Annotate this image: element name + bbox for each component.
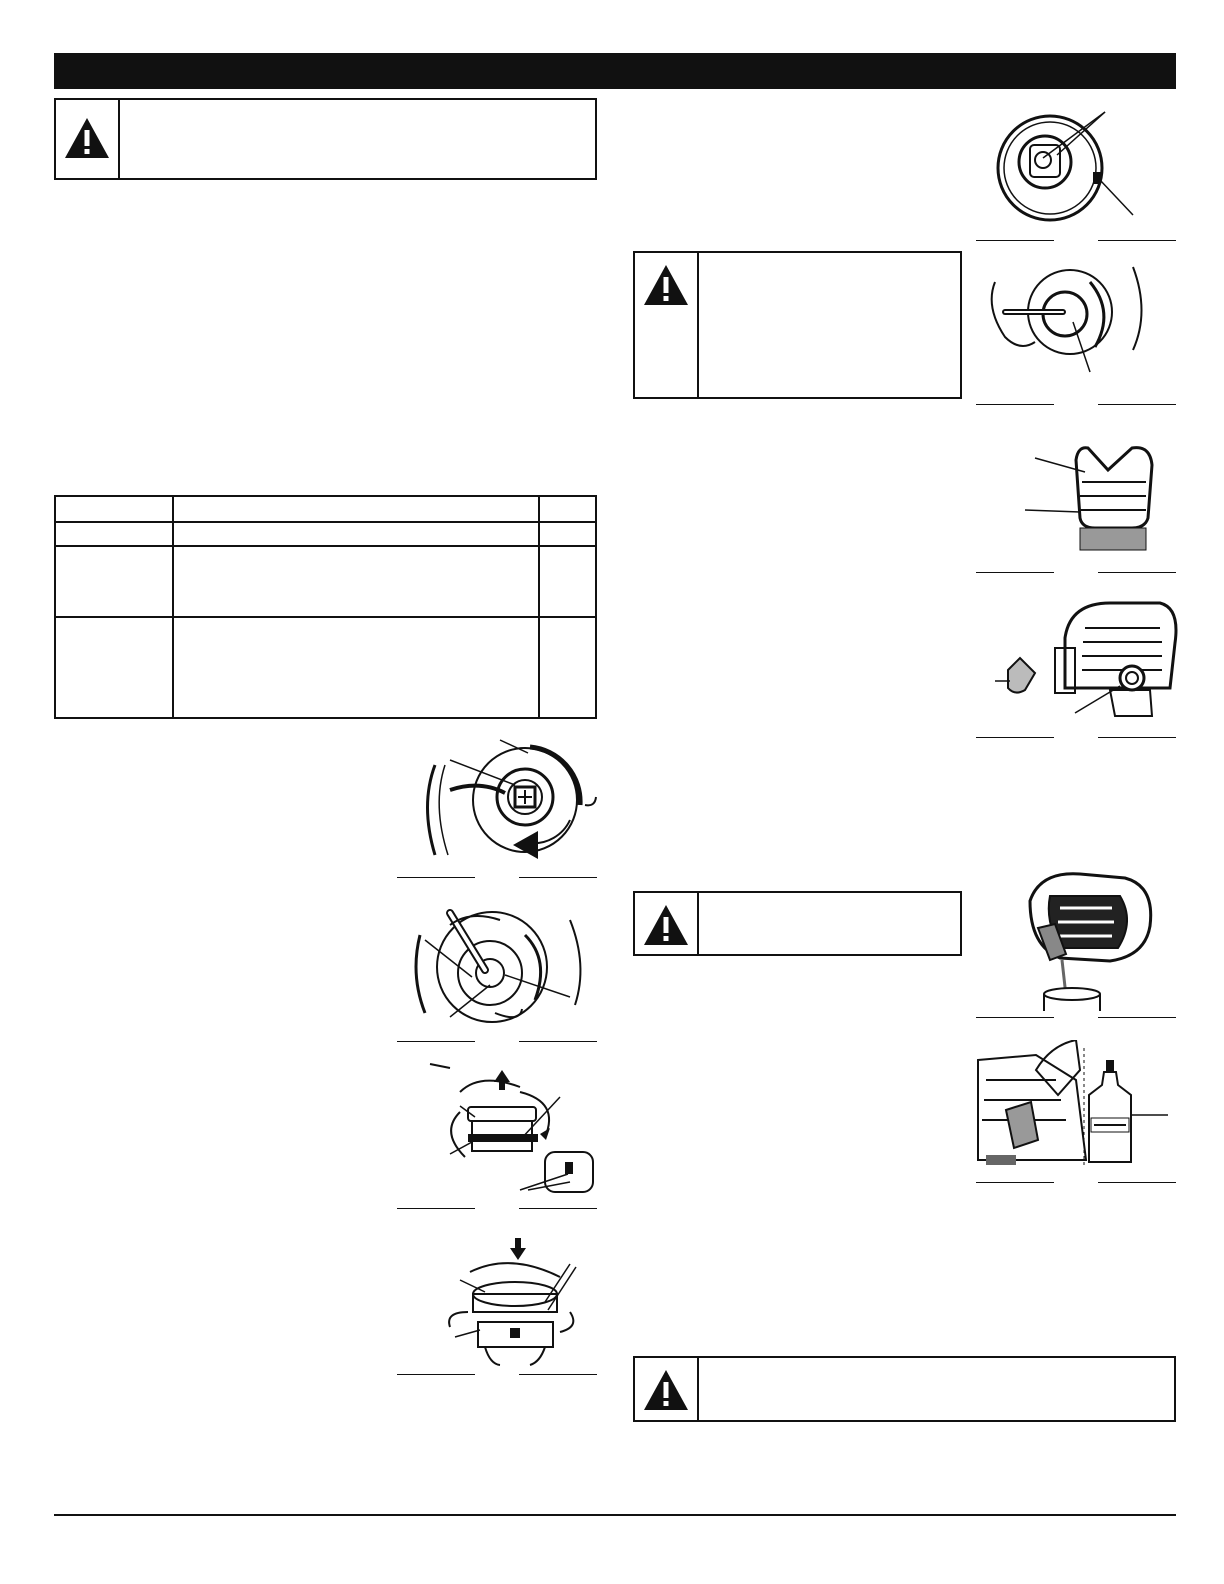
figure-screwdriver-release <box>410 905 590 1025</box>
warning-box-top-left <box>54 98 597 180</box>
table-row <box>55 522 596 546</box>
warning-box-right-1 <box>633 251 962 399</box>
figure-caption-rule <box>1098 737 1176 738</box>
figure-caption-rule <box>397 877 475 878</box>
figure-spark-plug-cap <box>985 100 1145 230</box>
air-filter-illustration <box>1020 440 1170 560</box>
figure-caption-rule <box>1098 1017 1176 1018</box>
fuel-cap-illustration <box>990 598 1180 723</box>
figure-fuel-cap <box>990 598 1180 723</box>
figure-remove-spool <box>420 1062 600 1202</box>
figure-caption-rule <box>976 240 1054 241</box>
figure-caption-rule <box>1098 404 1176 405</box>
figure-caption-rule <box>976 737 1054 738</box>
warning-box-right-2 <box>633 891 962 956</box>
spool-removal-illustration <box>420 1062 600 1202</box>
figure-clip-removal <box>985 262 1145 382</box>
spark-plug-cap-illustration <box>985 100 1145 230</box>
figure-caption-rule <box>519 1208 597 1209</box>
figure-caption-rule <box>397 1041 475 1042</box>
screwdriver-illustration <box>410 905 590 1025</box>
figure-caption-rule <box>519 1374 597 1375</box>
figure-air-filter <box>1020 440 1170 560</box>
warning-triangle-icon <box>642 903 690 947</box>
figure-drain-fuel <box>1000 866 1165 1011</box>
specification-table <box>54 495 597 719</box>
figure-caption-rule <box>397 1374 475 1375</box>
figure-caption-rule <box>976 572 1054 573</box>
figure-caption-rule <box>1098 1182 1176 1183</box>
fuel-drain-illustration <box>1000 866 1165 1011</box>
figure-caption-rule <box>976 1017 1054 1018</box>
trimmer-head-illustration <box>410 735 600 865</box>
table-row <box>55 496 596 522</box>
table-row <box>55 617 596 718</box>
warning-box-bottom-right <box>633 1356 1176 1422</box>
figure-caption-rule <box>1098 240 1176 241</box>
table-row <box>55 546 596 617</box>
figure-oil-bottle <box>976 1040 1174 1170</box>
section-header-bar <box>54 53 1176 89</box>
spool-install-illustration <box>430 1232 600 1367</box>
warning-triangle-icon <box>63 116 111 160</box>
figure-caption-rule <box>519 877 597 878</box>
figure-caption-rule <box>1098 572 1176 573</box>
oil-bottle-illustration <box>976 1040 1174 1170</box>
warning-triangle-icon <box>642 1368 690 1412</box>
figure-caption-rule <box>519 1041 597 1042</box>
warning-triangle-icon <box>642 263 690 307</box>
footer-rule <box>54 1514 1176 1516</box>
figure-trimmer-head-spindle <box>410 735 600 865</box>
figure-caption-rule <box>397 1208 475 1209</box>
clip-removal-illustration <box>985 262 1145 382</box>
figure-caption-rule <box>976 404 1054 405</box>
figure-install-spool <box>430 1232 600 1367</box>
figure-caption-rule <box>976 1182 1054 1183</box>
